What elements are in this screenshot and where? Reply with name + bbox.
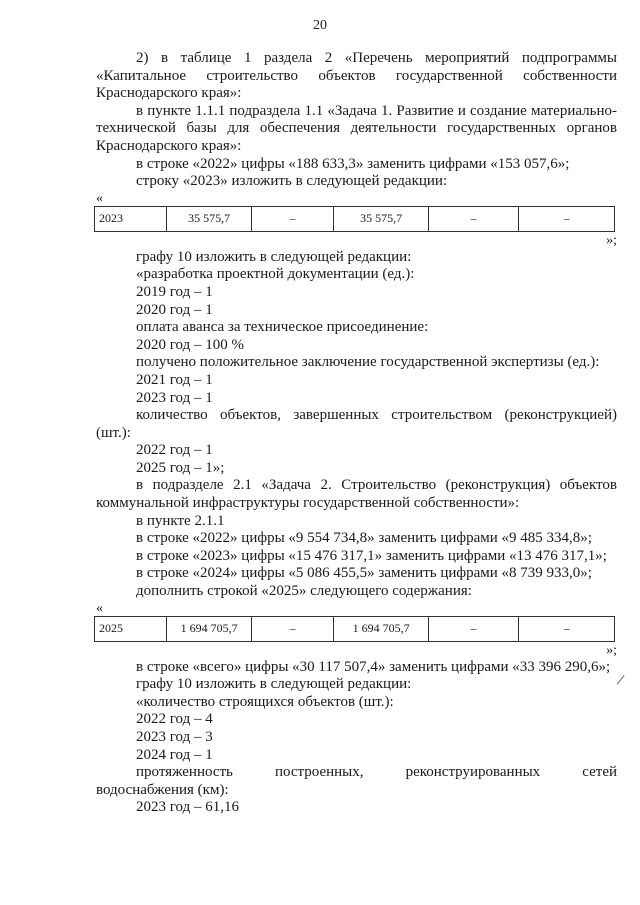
paragraph-line: (шт.): [96,424,131,441]
paragraph-line: графу 10 изложить в следующей редакции: [136,676,412,693]
table-row-excerpt [94,616,615,642]
opening-quote: « [96,600,103,616]
document-body [96,50,617,817]
paragraph-line: технической базы для обеспечения деятельности государственных органов [96,120,617,137]
table-cell: – [251,206,333,231]
paragraph-line: в подразделе 2.1 «Задача 2. Строительство (реконструкция) объектов [136,477,617,494]
closing-quote: »; [606,232,617,248]
paragraph-line: коммунальной инфраструктуры государственной собственности»: [96,495,520,512]
paragraph-line: дополнить строкой «2025» следующего содержания: [136,583,472,600]
table-cell: 35 575,7 [334,206,429,231]
paragraph-line: протяженность построенных, реконструированных сетей [136,764,617,781]
paragraph-line: 2023 год – 1 [136,389,213,406]
table-cell: 35 575,7 [167,206,251,231]
paragraph-line: 2020 год – 100 % [136,336,244,353]
closing-quote: »; [606,642,617,658]
paragraph-line: в пункте 1.1.1 подраздела 1.1 «Задача 1. Развитие и создание материально- [136,102,617,119]
table-row-excerpt [94,206,615,232]
page-number: 20 [313,18,327,33]
table-cell: 2023 [95,206,167,231]
table-cell: – [251,616,333,641]
paragraph-line: 2023 год – 3 [136,729,213,745]
table-cell: 1 694 705,7 [334,616,429,641]
table-cell: – [428,616,519,641]
paragraph-line: строку «2023» изложить в следующей редакции: [136,173,448,190]
opening-quote: « [96,190,103,206]
handwritten-check-mark: / [615,671,626,690]
paragraph-line: в строке «2023» цифры «15 476 317,1» заменить цифрами «13 476 317,1»; [136,547,607,564]
paragraph-line: 2) в таблице 1 раздела 2 «Перечень мероприятий подпрограммы [136,50,617,66]
paragraph-line: 2022 год – 4 [136,711,213,728]
paragraph-line: «количество строящихся объектов (шт.): [136,693,394,710]
paragraph-line: в строке «2022» цифры «9 554 734,8» заменить цифрами «9 485 334,8»; [136,530,592,547]
paragraph-line: 2023 год – 61,16 [136,799,239,816]
paragraph-line: в строке «2024» цифры «5 086 455,5» заменить цифрами «8 739 933,0»; [136,565,592,582]
paragraph-line: «Капитальное строительство объектов государственной собственности [96,67,617,84]
paragraph-line: Краснодарского края»: [96,137,242,154]
paragraph-line: получено положительное заключение государственной экспертизы (ед.): [136,354,600,371]
paragraph-line: Краснодарского края»: [96,85,242,102]
paragraph-line: 2021 год – 1 [136,371,213,388]
table-row [95,616,615,641]
paragraph-line: 2024 год – 1 [136,746,213,763]
table-cell: 2025 [95,616,167,641]
paragraph-line: 2020 год – 1 [136,301,213,318]
table-cell: 1 694 705,7 [167,616,251,641]
table-cell: – [428,206,519,231]
paragraph-line: в строке «2022» цифры «188 633,3» заменить цифрами «153 057,6»; [136,155,570,172]
paragraph-line: графу 10 изложить в следующей редакции: [136,248,412,265]
table-cell: – [519,206,615,231]
paragraph-line: «разработка проектной документации (ед.): [136,266,415,283]
table-cell: – [519,616,615,641]
paragraph-line: водоснабжения (км): [96,781,229,798]
paragraph-line: 2025 год – 1»; [136,459,225,476]
paragraph-line: в пункте 2.1.1 [136,512,225,529]
paragraph-line: в строке «всего» цифры «30 117 507,4» заменить цифрами «33 396 290,6»; [136,658,611,675]
paragraph-line: 2022 год – 1 [136,442,213,459]
paragraph-line: количество объектов, завершенных строительством (реконструкцией) [136,407,617,424]
table-row [95,206,615,231]
paragraph-line: оплата аванса за техническое присоединение: [136,319,429,336]
paragraph-line: 2019 год – 1 [136,283,213,300]
